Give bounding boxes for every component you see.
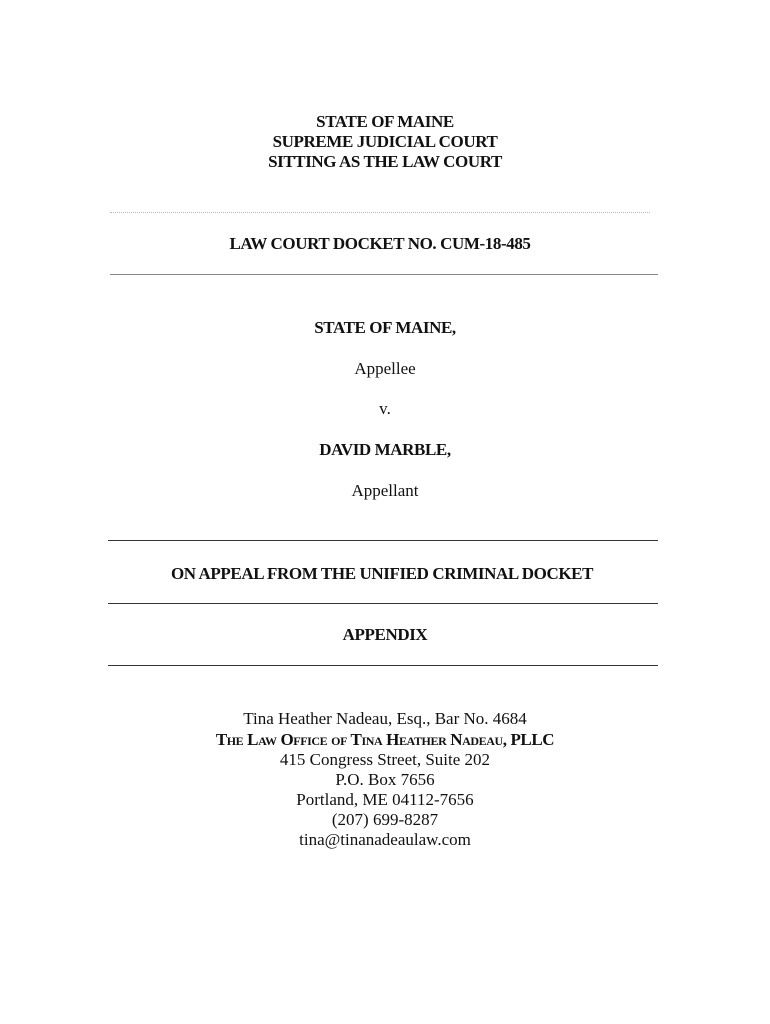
divider-title-bottom: [108, 665, 658, 666]
street-address: 415 Congress Street, Suite 202: [279, 750, 491, 769]
divider-appeal-bottom: [108, 603, 658, 604]
appellee-name: STATE OF MAINE,: [314, 318, 456, 337]
court-line-state: STATE OF MAINE: [316, 112, 454, 131]
email-address: tina@tinanadeaulaw.com: [299, 830, 471, 849]
po-box: P.O. Box 7656: [335, 770, 435, 789]
divider-appeal-top: [108, 540, 658, 541]
document-title: APPENDIX: [342, 625, 428, 644]
versus: v.: [379, 399, 391, 418]
firm-name: The Law Office of Tina Heather Nadeau, PLLC: [215, 730, 555, 749]
appeal-line: ON APPEAL FROM THE UNIFIED CRIMINAL DOCKET: [170, 564, 594, 583]
divider-docket: [110, 274, 658, 275]
docket-number: LAW COURT DOCKET NO. CUM-18-485: [229, 234, 531, 253]
appellant-name: DAVID MARBLE,: [319, 440, 451, 459]
court-line-sitting: SITTING AS THE LAW COURT: [268, 152, 502, 171]
phone-number: (207) 699-8287: [331, 810, 439, 829]
faint-divider: [110, 212, 650, 213]
city-state-zip: Portland, ME 04112-7656: [296, 790, 474, 809]
attorney-name: Tina Heather Nadeau, Esq., Bar No. 4684: [243, 709, 527, 728]
appellant-role: Appellant: [351, 481, 419, 500]
court-line-court: SUPREME JUDICIAL COURT: [272, 132, 498, 151]
appellee-role: Appellee: [354, 359, 416, 378]
